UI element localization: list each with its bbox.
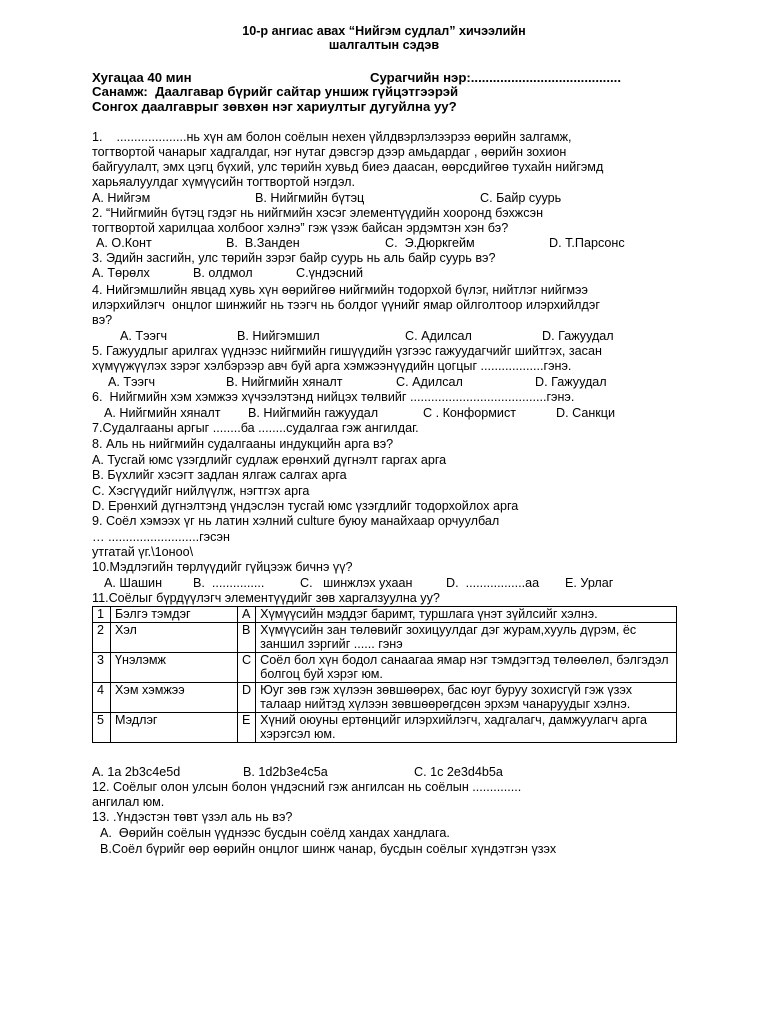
letter-cell: D xyxy=(238,682,256,712)
q3-line: 3. Эдийн засгийн, улс төрийн зэрэг байр суурь нь аль байр суурь вэ? xyxy=(92,251,496,265)
q11-line: 11.Соёлыг бүрдүүлэгч элементүүдийг зөв харгалзуулна уу? xyxy=(92,591,440,605)
letter-cell: E xyxy=(238,712,256,742)
table-row xyxy=(93,712,677,742)
q1-line: 1. ....................нь хүн ам болон соёлын нехен үйлдвэрлэлээрээ өөрийн залгамж, xyxy=(92,130,572,144)
table-row xyxy=(93,682,677,712)
definition-cell: Хүмүүсийн зан төлөвийг зохицуулдаг дэг журам,хууль дүрэм, ёс заншил зэргийг ...... гэнэ xyxy=(256,622,677,652)
q6-line: 6. Нийгмийн хэм хэмжээ хүчээлэтэнд нийцэх төлвийг .......................................гэнэ. xyxy=(92,390,575,404)
definition-cell: Юуг зөв гэж хүлээн зөвшөөрөх, бас юуг буруу зохисгүй гэж үзэх талаар нийтэд хүлээн зөвшөөрөгдсөн эрхэм чанаруудыг хэлнэ. xyxy=(256,682,677,712)
q1-option-c: C. Байр суурь xyxy=(480,191,562,205)
q3-option-c: C.үндэсний xyxy=(296,266,364,280)
q5-option-a: A. Тээгч xyxy=(108,375,156,389)
q8-option-a: A. Тусгай юмс үзэгдлийг судлаж ерөнхий дүгнэлт гаргах арга xyxy=(92,453,447,467)
q12-line: 12. Соёлыг олон улсын болон үндэсний гэж ангилсан нь соёлын .............. xyxy=(92,780,522,794)
term-cell: Бэлгэ тэмдэг xyxy=(111,607,238,623)
q2-option-c: C. Э.Дюркгейм xyxy=(385,236,475,250)
q5-option-b: B. Нийгмийн хяналт xyxy=(226,375,343,389)
q9-line: … ..........................гэсэн xyxy=(92,530,230,544)
q8-option-d: D. Ерөнхий дүгнэлтэнд үндэслэн тусгай юмс үзэгдлийг тодорхойлох арга xyxy=(92,499,519,513)
q11-option-c: C. 1c 2e3d4b5a xyxy=(414,765,503,779)
q10-option-e: E. Урлаг xyxy=(565,576,614,590)
q11-option-a: A. 1а 2b3c4e5d xyxy=(92,765,181,779)
q6-option-c: C . Конформист xyxy=(423,406,517,420)
term-cell: Хэл xyxy=(111,622,238,652)
term-cell: Үнэлэмж xyxy=(111,652,238,682)
q4-option-c: C. Адилсал xyxy=(405,329,472,343)
title-line-1: 10-р ангиас авах “Нийгэм судлал” хичээлийн xyxy=(242,24,526,38)
definition-cell: Хүмүүсийн мэддэг баримт, туршлага үнэт зүйлсийг хэлнэ. xyxy=(256,607,677,623)
q7-line: 7.Судалгааны аргыг ........ба ........судалгаа гэж ангилдаг. xyxy=(92,421,419,435)
student-name-field: Сурагчийн нэр:......................................... xyxy=(370,70,621,85)
q10-option-c: C. шинжлэх ухаан xyxy=(300,576,413,590)
q13-option-a: A. Өөрийн соёлын үүднээс бусдын соёлд хандах хандлага. xyxy=(100,826,450,840)
q9-line: утгатай үг.\1оноо\ xyxy=(92,545,194,559)
q8-option-b: B. Бүхлийг хэсэгт задлан ялгаж салгах арга xyxy=(92,468,347,482)
q5-line: хүмүүжүүлэх зэрэг хэлбэрээр авч буй арга хэмжээнүүдийн цогцыг ..................гэнэ. xyxy=(92,359,572,373)
q13-line: 13. .Үндэстэн төвт үзэл аль нь вэ? xyxy=(92,810,293,824)
note: Санамж: Даалгавар бүрийг сайтар уншиж гүйцэтгээрэй xyxy=(92,84,459,99)
term-cell: Мэдлэг xyxy=(111,712,238,742)
q5-option-d: D. Гажуудал xyxy=(535,375,607,389)
letter-cell: B xyxy=(238,622,256,652)
q1-option-b: B. Нийгмийн бүтэц xyxy=(255,191,365,205)
q8-option-c: C. Хэсгүүдийг нийлүүлж, нэгтгэх арга xyxy=(92,484,310,498)
q3-option-b: B. олдмол xyxy=(193,266,253,280)
time-limit: Хугацаа 40 мин xyxy=(92,70,192,85)
q2-option-b: B. В.Занден xyxy=(226,236,300,250)
row-number: 2 xyxy=(93,622,111,652)
q1-line: харьяалуулдаг хүмүүсийн тогтвортой нэгдэл. xyxy=(92,175,356,189)
table-row xyxy=(93,622,677,652)
letter-cell: A xyxy=(238,607,256,623)
q5-option-c: C. Адилсал xyxy=(396,375,463,389)
q1-line: байгуулалт, эмх цэгц бүхий, улс төрийн хувьд биеэ даасан, өөрсдийгөө тухайн нийгэмд xyxy=(92,160,604,174)
q4-line: 4. Нийгэмшлийн явцад хувь хүн өөрийгөө нийгмийн тодорхой бүлэг, нийтлэг нийгмээ xyxy=(92,283,588,297)
row-number: 3 xyxy=(93,652,111,682)
q1-line: тогтвортой чанарыг хадгалдаг, нэг нутаг дэвсгэр дээр амьдардаг , өөрийн зохион xyxy=(92,145,567,159)
q1-option-a: А. Нийгэм xyxy=(92,191,151,205)
definition-cell: Соёл бол хүн бодол санаагаа ямар нэг тэмдэгтэд төлөөлөл, бэлгэдэл болгоц буй хэрэг юм. xyxy=(256,652,677,682)
q2-line: 2. “Нийгмийн бүтэц гэдэг нь нийгмийн хэсэг элементүүдийн хооронд бэхжсэн xyxy=(92,206,544,220)
definition-cell: Хүний оюуны ертөнцийг илэрхийлэгч, хадгалагч, дамжуулагч арга хэрэгсэл юм. xyxy=(256,712,677,742)
q13-option-b: B.Соёл бүрийг өөр өөрийн онцлог шинж чанар, бусдын соёлыг хүндэтгэн үзэх xyxy=(100,842,557,856)
q2-option-d: D. Т.Парсонс xyxy=(549,236,625,250)
q2-option-a: A. О.Конт xyxy=(96,236,152,250)
row-number: 4 xyxy=(93,682,111,712)
instruction: Сонгох даалгаврыг зөвхөн нэг хариултыг дугуйлна уу? xyxy=(92,99,457,114)
q3-option-a: A. Төрөлх xyxy=(92,266,150,280)
q4-line: илэрхийлэгч онцлог шинжийг нь тээгч нь болдог үүнийг ямар ойлголтоор илэрхийлдэг xyxy=(92,298,600,312)
row-number: 5 xyxy=(93,712,111,742)
q6-option-d: D. Санкци xyxy=(556,406,616,420)
table-row xyxy=(93,607,677,623)
q8-line: 8. Аль нь нийгмийн судалгааны индукцийн арга вэ? xyxy=(92,437,394,451)
q11-option-b: B. 1d2b3e4c5a xyxy=(243,765,328,779)
q4-option-d: D. Гажуудал xyxy=(542,329,614,343)
q5-line: 5. Гажуудлыг арилгах үүднээс нийгмийн гишүүдийн үзгээс гажуудагчийг шийтгэх, засан xyxy=(92,344,602,358)
q12-line: ангилал юм. xyxy=(92,795,165,809)
letter-cell: C xyxy=(238,652,256,682)
q10-option-a: A. Шашин xyxy=(104,576,163,590)
title-line-2: шалгалтын сэдэв xyxy=(328,38,440,52)
q6-option-a: A. Нийгмийн хяналт xyxy=(104,406,221,420)
q10-option-d: D. .................аа xyxy=(446,576,540,590)
q6-option-b: B. Нийгмийн гажуудал xyxy=(248,406,379,420)
q10-option-b: B. ............... xyxy=(193,576,265,590)
q9-line: 9. Соёл хэмээх үг нь латин хэлний culture буюу манайхаар орчуулбал xyxy=(92,514,500,528)
matching-table xyxy=(92,606,677,743)
table-row xyxy=(93,652,677,682)
q4-line: вэ? xyxy=(92,313,113,327)
q2-line: тогтвортой харилцаа холбоог хэлнэ” гэж үзэж байсан эрдэмтэн хэн бэ? xyxy=(92,221,509,235)
row-number: 1 xyxy=(93,607,111,623)
q4-option-b: B. Нийгэмшил xyxy=(237,329,320,343)
q10-line: 10.Мэдлэгийн төрлүүдийг гүйцээж бичнэ үү? xyxy=(92,560,353,574)
q4-option-a: A. Тээгч xyxy=(120,329,168,343)
term-cell: Хэм хэмжээ xyxy=(111,682,238,712)
